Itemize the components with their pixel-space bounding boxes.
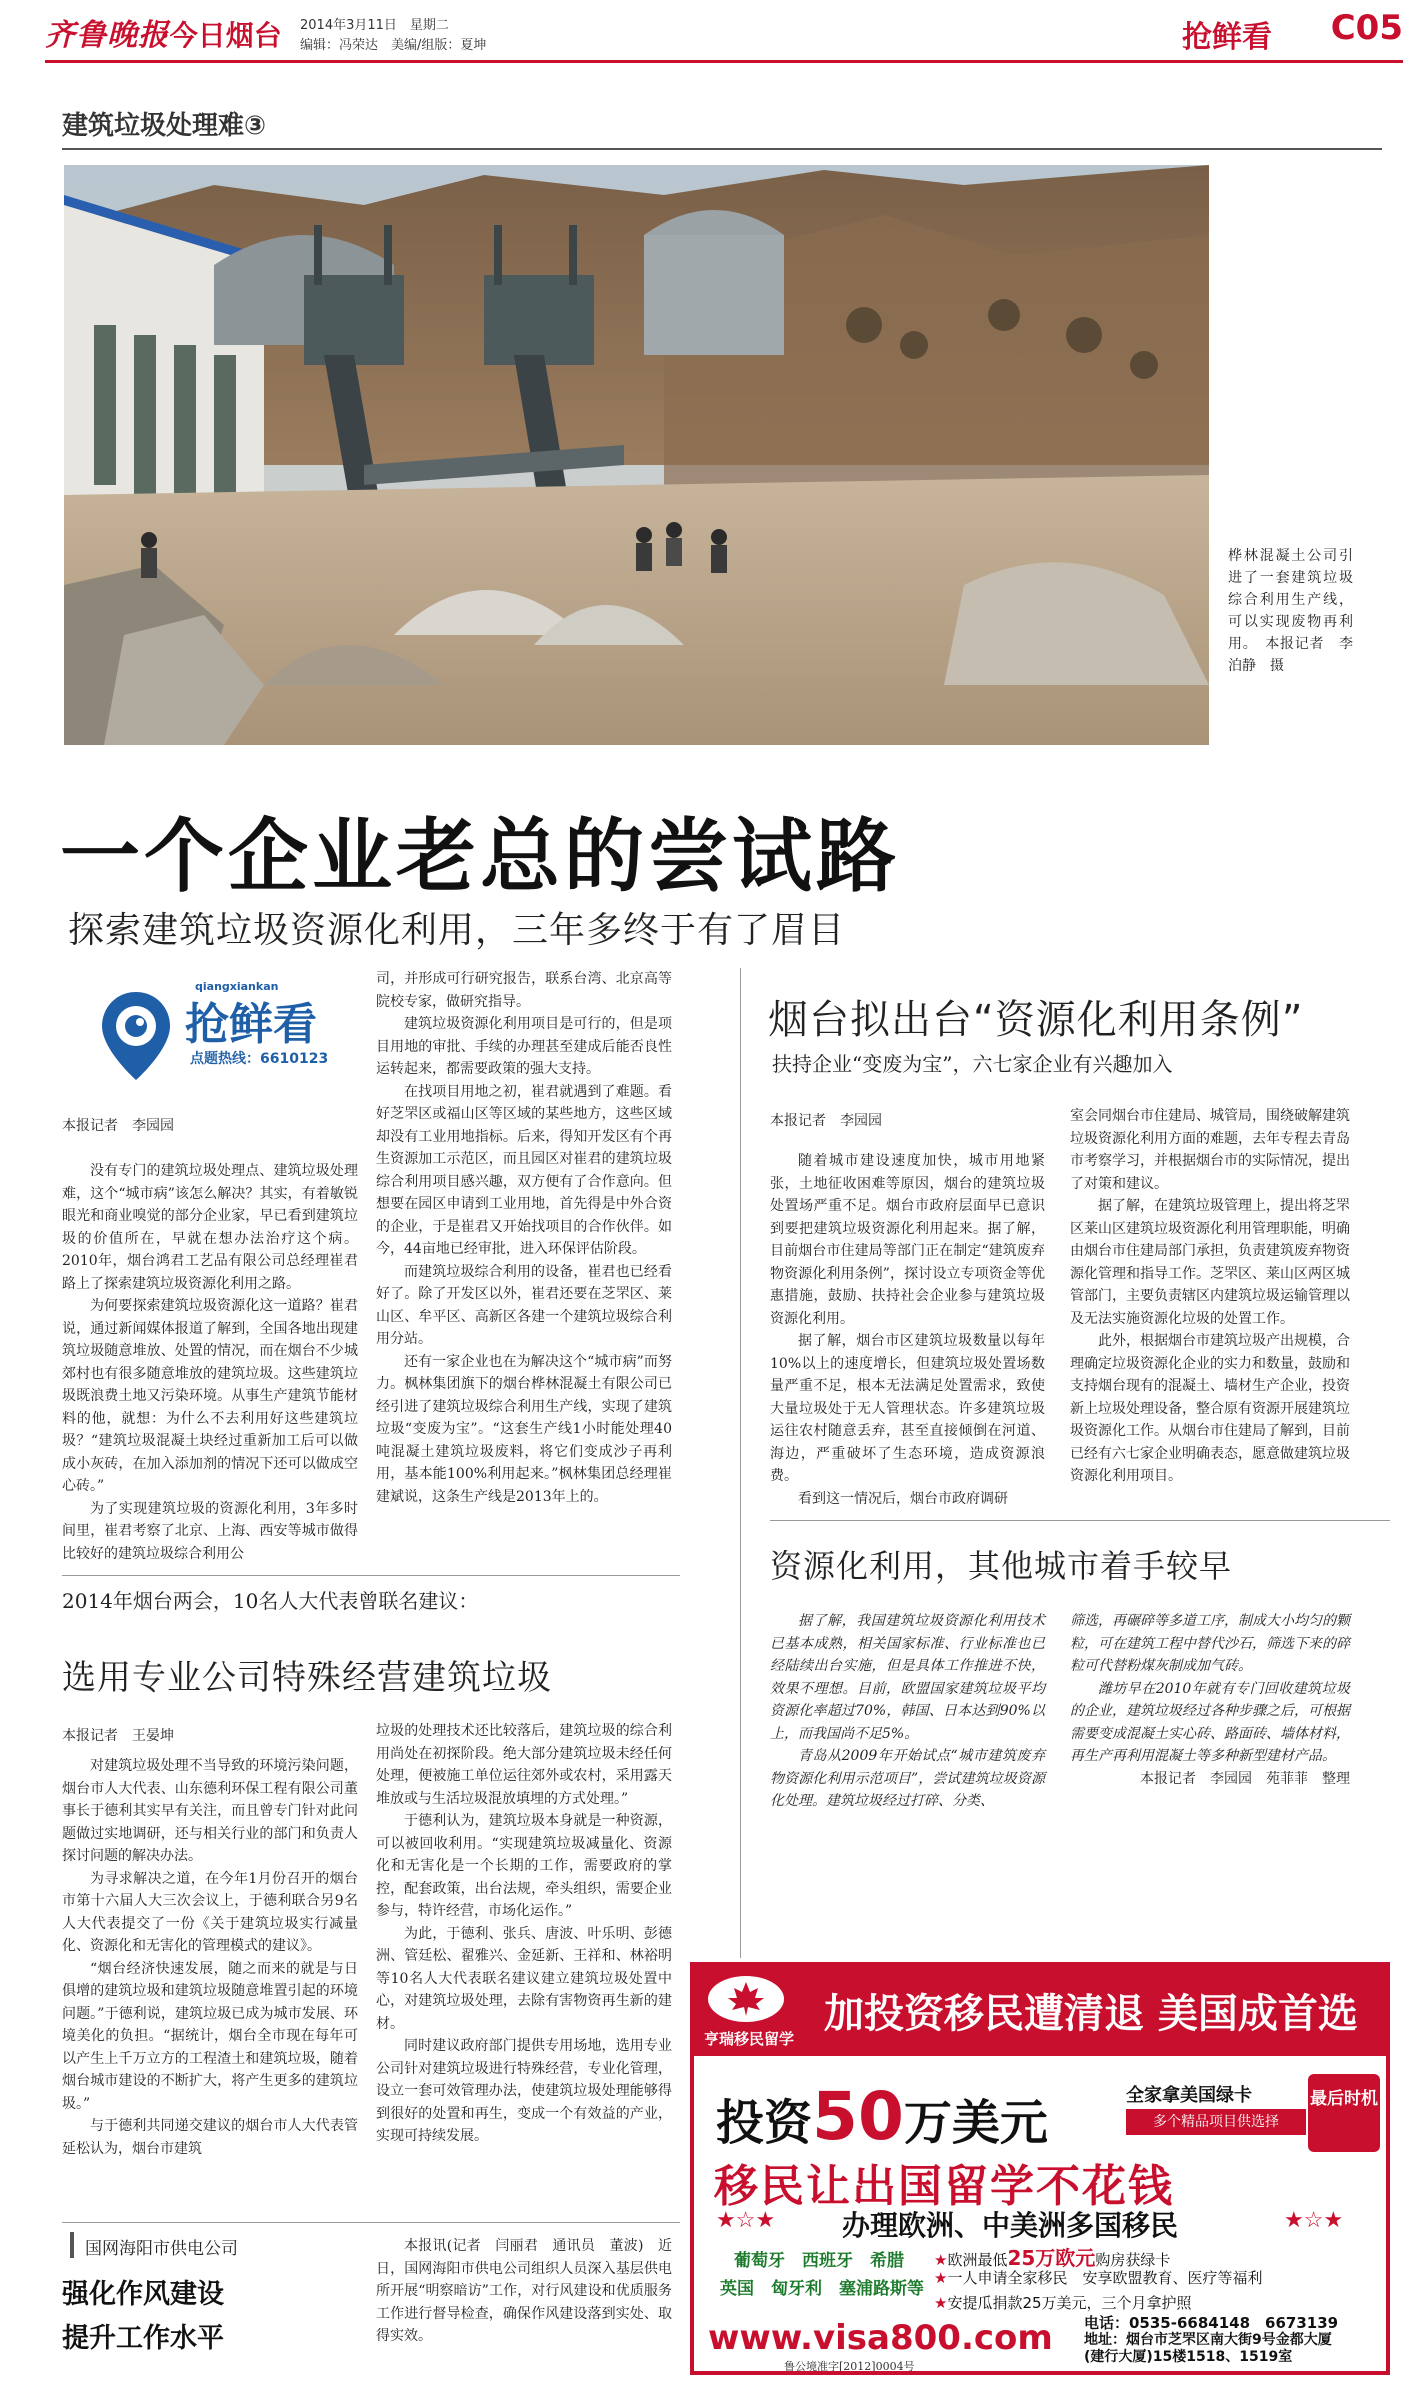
section-divider: [62, 2222, 680, 2223]
story4-column-1: [62, 1755, 358, 2160]
story2-column-1: [770, 1150, 1045, 1510]
qiangxiankan-badge: [100, 980, 350, 1090]
section-divider: [770, 1520, 1390, 1521]
paragraph: “烟台经济快速发展，随之而来的就是与日俱增的建筑垃圾和建筑垃圾随意堆置引起的环境问题。”于德利说，建筑垃圾已成为城市发展、环境美化的负担。“据统计，烟台全市现在每年可以产生上千万立方的工程渣土和建筑垃圾，随着烟台城市建设的不断扩大，将产生更多的建筑垃圾。”: [62, 1960, 358, 2112]
section-divider: [62, 1575, 680, 1576]
paragraph: 为寻求解决之道，在今年1月份召开的烟台市第十六届人大三次会议上，于德利联合另9名人大代表提交了一份《关于建筑垃圾实行减量化、资源化和无害化的管理模式的建议》。: [62, 1870, 358, 1954]
story2-headline: 烟台拟出台“资源化利用条例”: [768, 997, 1304, 1043]
ad-invest-amount: 50: [812, 2078, 904, 2155]
paragraph: 据了解，烟台市区建筑垃圾数量以每年10%以上的速度增长，但建筑垃圾处置场数量严重不足，根本无法满足处置需求，致使大量垃圾处于无人管理状态。许多建筑垃圾运往农村随意丢弃，甚至直接倾倒在河道、海边，严重破坏了生态环境，造成资源浪费。: [770, 1333, 1045, 1484]
story5-headline-line2: 提升工作水平: [62, 2323, 224, 2354]
masthead-editor: 编辑：冯荣达 美编/组版：夏坤: [300, 38, 487, 53]
ad-last-chance-badge: 最后时机: [1308, 2074, 1380, 2152]
ad-slogan: 移民让出国留学不花钱: [714, 2161, 1174, 2212]
maple-leaf-icon: [708, 1976, 784, 2022]
paragraph: 室会同烟台市住建局、城管局，围绕破解建筑垃圾资源化利用方面的难题，去年专程去青岛市考察学习，并根据烟台市的实际情况，提出了对策和建议。: [1070, 1108, 1350, 1192]
eye-pin-icon: [100, 990, 172, 1082]
ad-country-list-1: 葡萄牙 西班牙 希腊: [734, 2251, 904, 2271]
badge-hotline: 点题热线：6610123: [190, 1051, 329, 1067]
paragraph: 为何要探索建筑垃圾资源化这一道路？崔君说，通过新闻媒体报道了解到，全国各地出现建筑垃圾随意堆放、处置的情况，而在烟台不少城郊村也有很多随意堆放的建筑垃圾。这些建筑垃圾既浪费土地又污染环境。从事生产建筑节能材料的他，就想：为什么不去利用好这些建筑垃圾？“建筑垃圾混凝土块经过重新加工后可以做成小灰砖，在加入添加剂的情况下还可以做成空心砖。”: [62, 1298, 358, 1494]
paragraph: 青岛从2009年开始试点“城市建筑废弃物资源化利用示范项目”，尝试建筑垃圾资源化处理。建筑垃圾经过打碎、分类、: [770, 1748, 1045, 1809]
ad-bullet-2: [934, 2267, 1262, 2288]
paragraph: 而建筑垃圾综合利用的设备，崔君也已经看好了。除了开发区以外，崔君还要在芝罘区、莱山区、牟平区、高新区各建一个建筑垃圾综合利用分站。: [376, 1263, 672, 1347]
ad-country-list-2: 英国 匈牙利 塞浦路斯等: [720, 2279, 924, 2299]
ad-website-link[interactable]: www.visa800.com: [708, 2318, 1053, 2358]
paragraph: 为了实现建筑垃圾的资源化利用，3年多时间里，崔君考察了北京、上海、西安等城市做得比较好的建筑垃圾综合利用公: [62, 1500, 358, 1562]
paragraph: 没有专门的建筑垃圾处理点、建筑垃圾处理难，这个“城市病”该怎么解决？其实，有着敏锐眼光和商业嗅觉的部分企业家，早已看到建筑垃圾的价值所在，早就在想办法治疗这个病。2010年，烟台鸿君工艺品有限公司总经理崔君路上了探索建筑垃圾资源化利用之路。: [62, 1163, 358, 1292]
ad-phone: 电话：0535-6684148 6673139: [1084, 2314, 1339, 2332]
ad-brand: 亨瑞移民留学: [704, 2030, 795, 2048]
story5-tag: 国网海阳市供电公司: [85, 2239, 238, 2259]
main-story-column-1: [62, 1160, 358, 1565]
ad-address-line2: (建行大厦)15楼1518、1519室: [1084, 2349, 1293, 2365]
ad-bullet-1-post: 购房获绿卡: [1095, 2251, 1171, 2269]
ad-address-line1: 地址：烟台市芝罘区南大街9号金都大厦: [1084, 2332, 1332, 2348]
paragraph: 为此，于德利、张兵、唐波、叶乐明、彭德洲、管廷松、翟雅兴、金延新、王祥和、林裕明等10名人大代表联名建议建立建筑垃圾处置中心，对建筑垃圾处理，去除有害物资再生新的建材。: [376, 1925, 672, 2032]
paragraph: 随着城市建设速度加快，城市用地紧张，土地征收困难等原因，烟台的建筑垃圾处置场严重不足。烟台市政府层面早已意识到要把建筑垃圾资源化利用起来。据了解，目前烟台市住建局等部门正在制定“建筑废弃物资源化利用条例”，探讨设立专项资金等优惠措施，鼓励、扶持社会企业参与建筑垃圾资源化利用。: [770, 1153, 1045, 1327]
paragraph: 本报讯(记者 闫丽君 通讯员 董波) 近日，国网海阳市供电公司组织人员深入基层供电所开展“明察暗访”工作，对行风建设和优质服务工作进行督导检查，确保作风建设落到实处、取得实效。: [376, 2238, 672, 2344]
paragraph: 与于德利共同递交建议的烟台市人大代表管延松认为，烟台市建筑: [62, 2118, 358, 2157]
masthead-logo: 齐鲁晚报: [45, 18, 169, 53]
paragraph: 据了解，在建筑垃圾管理上，提出将芝罘区莱山区建筑垃圾资源化利用管理职能，明确由烟台市住建局部门承担，负责建筑废弃物资源化管理和指导工作。芝罘区、莱山区两区城管部门，主要负责辖区内建筑垃圾运输管理以及无法实施资源化垃圾的处置工作。: [1070, 1198, 1350, 1327]
series-label: 建筑垃圾处理难③: [62, 111, 267, 141]
story2-subhead: 扶持企业“变废为宝”，六七家企业有兴趣加入: [772, 1052, 1173, 1076]
story2-column-2: [1070, 1105, 1350, 1488]
paragraph: 此外，根据烟台市建筑垃圾产出规模，合理确定垃圾资源化企业的实力和数量，鼓励和支持烟台现有的混凝土、墙材生产企业，投资新上垃圾处理设备，整合原有资源开展建筑垃圾资源化工作。从烟台市住建局了解到，目前已经有六七家企业明确表态，愿意做建筑垃圾资源化利用项目。: [1070, 1333, 1350, 1484]
ad-greencard: 全家拿美国绿卡: [1126, 2085, 1252, 2106]
ad-bullet-3-text: 安提瓜捐款25万美元，三个月拿护照: [947, 2294, 1192, 2312]
story3-byline: 本报记者 李园园 苑菲菲 整理: [1140, 1770, 1350, 1787]
masthead-date: 2014年3月11日 星期二: [300, 18, 449, 33]
series-divider: [62, 148, 1382, 150]
photo-caption: 桦林混凝土公司引进了一套建筑垃圾综合利用生产线，可以实现废物再利用。 本报记者 李泊静 摄: [1228, 548, 1353, 674]
paragraph: 同时建议政府部门提供专用场地，选用专业公司针对建筑垃圾进行特殊经营，专业化管理，设立一套可效管理办法，使建筑垃圾处理能够得到很好的处置和再生，变成一个有效益的产业，实现可持续发展。: [376, 2038, 672, 2144]
ad-bullet-1-amount: 25万欧元: [1007, 2246, 1096, 2270]
paragraph: 建筑垃圾资源化利用项目是可行的，但是项目用地的审批、手续的办理甚至建成后能否良性运转起来，都需要政策的强大支持。: [376, 1016, 672, 1077]
ad-bullet-3-row: [934, 2292, 1192, 2313]
ad-invest-post: 万美元: [903, 2095, 1048, 2151]
paragraph: 对建筑垃圾处理不当导致的环境污染问题，烟台市人大代表、山东德利环保工程有限公司董事长于德利其实早有关注，而且曾专门针对此问题做过实地调研，还与相关行业的部门和负责人探讨问题的解决办法。: [62, 1758, 358, 1864]
ad-bullet-1-pre: 欧洲最低: [947, 2251, 1008, 2269]
paragraph: 据了解，我国建筑垃圾资源化利用技术已基本成熟，相关国家标准、行业标准也已经陆续出台实施，但是具体工作推进不快，效果不理想。目前，欧盟国家建筑垃圾平均资源化率超过70%，韩国、日本达到90%以上，而我国尚不足5%。: [770, 1613, 1045, 1742]
ad-headline: 加投资移民遭清退 美国成首选: [824, 1991, 1358, 2037]
main-story-column-2: [376, 968, 672, 1508]
news-photo: [64, 165, 1209, 745]
page-number: C05: [1330, 8, 1403, 48]
immigration-ad: [690, 1962, 1390, 2375]
story4-headline: 选用专业公司特殊经营建筑垃圾: [62, 1658, 552, 1698]
masthead-rule: [45, 60, 1403, 63]
ad-license: 鲁公境准字[2012]0004号: [784, 2360, 915, 2373]
story3-headline: 资源化利用，其他城市着手较早: [770, 1547, 1233, 1585]
story2-byline: 本报记者 李园园: [770, 1113, 882, 1129]
construction-waste-plant-image: [64, 165, 1209, 745]
star-bullet-icon: ★: [934, 2251, 948, 2269]
paragraph: 筛选，再碾碎等多道工序，制成大小均匀的颗粒，可在建筑工程中替代沙石，筛选下来的碎粒可代替粉煤灰制成加气砖。: [1070, 1613, 1350, 1674]
star-icon: ★☆★: [1284, 2208, 1344, 2233]
paragraph: 还有一家企业也在为解决这个“城市病”而努力。枫林集团旗下的烟台桦林混凝土有限公司已经引进了建筑垃圾综合利用生产线，实现了建筑垃圾“变废为宝”。“这套生产线1小时能处理40吨混凝土建筑垃圾废料，将它们变成沙子再利用，基本能100%利用起来。”枫林集团总经理崔建斌说，这条生产线是2013年上的。: [376, 1353, 672, 1505]
star-icon: ★☆★: [716, 2208, 776, 2233]
star-bullet-icon: ★: [934, 2269, 948, 2287]
badge-title: 抢鲜看: [185, 999, 317, 1050]
main-byline: 本报记者 李园园: [62, 1118, 174, 1134]
story4-kicker: 2014年烟台两会，10名人大代表曾联名建议：: [62, 1589, 479, 1613]
section-tag: 抢鲜看: [1182, 20, 1272, 55]
paragraph: 在找项目用地之初，崔君就遇到了难题。看好芝罘区或福山区等区域的某些地方，这些区域却没有工业用地指标。后来，得知开发区有个再生资源加工示范区，而且园区对崔君的建筑垃圾综合利用项目感兴趣，双方便有了合作意向。但想要在园区申请到工业用地，首先得是中外合资的企业，于是崔君又开始找项目的合作伙伴。如今，44亩地已经审批，进入环保评估阶段。: [376, 1083, 672, 1257]
paragraph: 于德利认为，建筑垃圾本身就是一种资源，可以被回收利用。“实现建筑垃圾减量化、资源化和无害化是一个长期的工作，需要政府的掌控，配套政策，出台法规，牵头组织，需要企业参与，特许经营，市场化运作。”: [376, 1813, 672, 1919]
story3-column-2: [1070, 1610, 1350, 1790]
ad-invest-line: [716, 2078, 1048, 2155]
paragraph: 潍坊早在2010年就有专门回收建筑垃圾的企业，建筑垃圾经过各种步骤之后，可根据需要变成混凝土实心砖、路面砖、墙体材料，再生产再利用混凝土等多种新型建材产品。: [1070, 1680, 1350, 1764]
ad-projects-badge: 多个精品项目供选择: [1126, 2109, 1306, 2135]
paragraph: 司，并形成可行研究报告，联系台湾、北京高等院校专家，做研究指导。: [376, 971, 672, 1010]
ad-address: [1084, 2332, 1332, 2366]
paragraph: 看到这一情况后，烟台市政府调研: [798, 1490, 1008, 1507]
column-divider: [740, 968, 741, 1958]
maple-leaf-logo: [708, 1976, 784, 2022]
masthead-section: ·今日烟台: [160, 19, 282, 52]
ad-countries: 办理欧洲、中美洲多国移民: [842, 2209, 1179, 2242]
ad-bullet-2-text: 一人申请全家移民 安享欧盟教育、医疗等福利: [947, 2269, 1263, 2287]
story3-column-1: [770, 1610, 1045, 1813]
story4-column-2: [376, 1720, 672, 2148]
ad-invest-pre: 投资: [716, 2095, 813, 2151]
story5-headline-line1: 强化作风建设: [62, 2279, 224, 2310]
badge-pinyin: qiangxiankan: [195, 980, 279, 993]
story4-byline: 本报记者 王晏坤: [62, 1728, 174, 1744]
star-bullet-icon: ★: [934, 2294, 948, 2312]
story5-body: [376, 2235, 672, 2348]
paragraph: 垃圾的处理技术还比较落后，建筑垃圾的综合利用尚处在初探阶段。绝大部分建筑垃圾未经任何处理，便被施工单位运往郊外或农村，采用露天堆放或与生活垃圾混放填埋的方式处理。”: [376, 1723, 672, 1807]
main-subhead: 探索建筑垃圾资源化利用，三年多终于有了眉目: [68, 910, 846, 951]
main-headline: 一个企业老总的尝试路: [60, 810, 900, 903]
